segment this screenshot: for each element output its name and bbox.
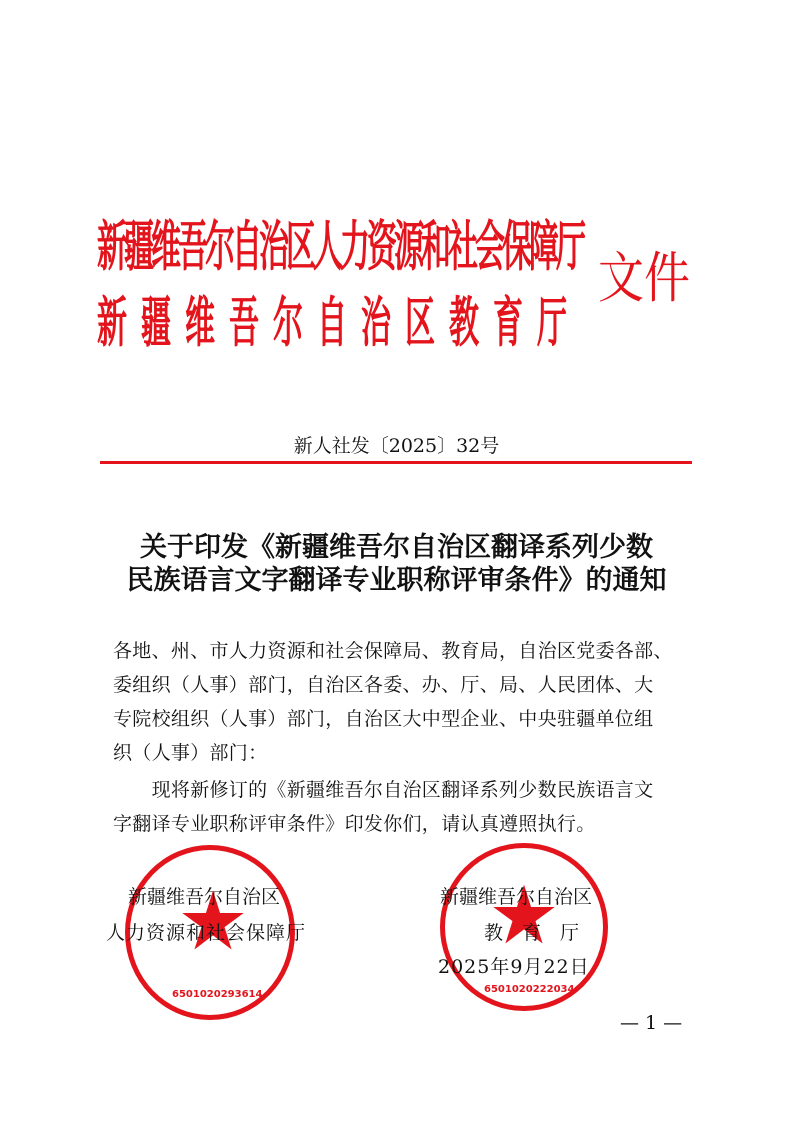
body-line: 各地、州、市人力资源和社会保障局、教育局，自治区党委各部、 [113, 640, 673, 662]
signature-right-line1: 新疆维吾尔自治区 [440, 886, 593, 908]
body-line: 现将新修订的《新疆维吾尔自治区翻译系列少数民族语言文 [113, 779, 654, 801]
signature-right-line2: 教 育 厅 [484, 922, 580, 944]
body-line: 字翻译专业职称评审条件》印发你们，请认真遵照执行。 [113, 813, 596, 835]
title-line-2: 民族语言文字翻译专业职称评审条件》的通知 [126, 565, 667, 596]
doc-type-label: 文件 [598, 245, 690, 310]
issuer-name-2: 新疆维吾尔自治区教育厅 [97, 292, 581, 356]
signature-left-line1: 新疆维吾尔自治区 [128, 886, 281, 908]
body-line: 织（人事）部门： [113, 742, 268, 764]
signature-left-line2: 人力资源和社会保障厅 [106, 922, 307, 944]
title-line-1: 关于印发《新疆维吾尔自治区翻译系列少数 [140, 532, 653, 563]
seal-number-left: 6501020293614 [172, 989, 263, 1000]
body-line: 专院校组织（人事）部门，自治区大中型企业、中央驻疆单位组 [113, 708, 654, 730]
body-line: 委组织（人事）部门，自治区各委、办、厅、局、人民团体、大 [113, 674, 654, 696]
red-divider [100, 461, 692, 464]
issuer-name-1: 新疆维吾尔自治区人力资源和社会保障厅 [97, 216, 583, 280]
document-number: 新人社发〔2025〕32号 [293, 435, 500, 457]
page-number: — 1 — [620, 1012, 683, 1034]
issue-date: 2025年9月22日 [438, 956, 590, 978]
seal-number-right: 6501020222034 [484, 984, 575, 995]
